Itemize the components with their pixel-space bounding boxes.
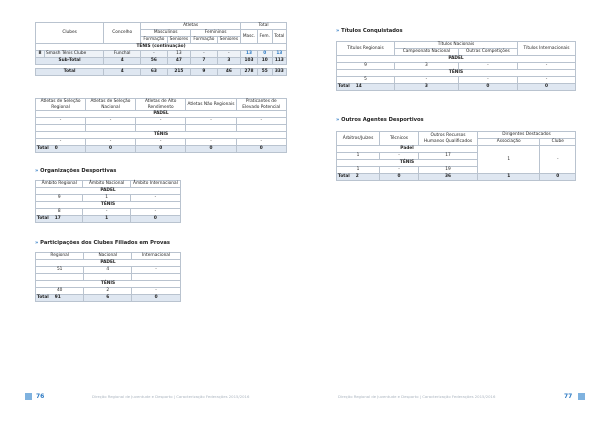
col-seniores-m: Seniores [167, 37, 191, 44]
agents-table: Árbitros/Juízes Técnicos Outros Recursos Humanos Qualificados Dirigentes Destacados Associação Clube Padel 1 - 1 - 17 TÉNIS 1 - 19 Total 2 0 36 1 0 [336, 131, 576, 181]
page-marker-icon [25, 393, 32, 400]
subtotal-row: Sub-Total 4 56 47 7 3 103 10 113 [36, 58, 287, 65]
col-masc: Masc. [241, 30, 258, 44]
right-page [300, 0, 600, 424]
col-seniores-f: Seniores [217, 37, 241, 44]
col-concelho: Concelho [104, 23, 141, 44]
agents-title: » Outros Agentes Desportivos [336, 117, 424, 123]
col-formacao-f: Formação [191, 37, 217, 44]
org-title: » Organizações Desportivas [35, 168, 117, 174]
participations-table: Regional Nacional Internacional PADEL 51 4 - TÉNIS 40 2 - Total 91 6 0 [35, 252, 181, 302]
titles-table: Títulos Regionais Títulos Nacionais Títulos Internacionais Campeonato Nacional Outras Competições PADEL 9 3 - - TÉNIS 5 - - - Total 14 3 0 0 [336, 41, 576, 91]
col-formacao-m: Formação [141, 37, 167, 44]
page-marker-icon [578, 393, 585, 400]
col-clubes: Clubes [36, 23, 104, 44]
athletes-table [35, 22, 287, 76]
organizations-table: Âmbito Regional Âmbito Nacional Âmbito Internacional PADEL 9 1 - TÉNIS 8 - - Total 17 1 0 [35, 180, 181, 223]
col-femininos: Femininos [191, 30, 241, 37]
section-tenis: TÉNIS (continuação) [36, 44, 287, 51]
selection-athletes-table: Atletas de Seleção Regional Atletas de Seleção Nacional Atletas de Alto Rendimento Atletas Não Regionais Praticantes de Elevado Potencial PADEL - - - - - TÉNIS - - - - - Total 0 0 0 0 0 [35, 98, 287, 153]
table-row: 8 Smash Ténis Clube Funchal - 13 - - 13 0 13 [36, 51, 287, 58]
page-number: 76 [36, 393, 45, 400]
col-fem: Fem. [257, 30, 272, 44]
footer-text: Direção Regional de Juventude e Desporto | Caracterização Federações 2015/2016 [92, 394, 250, 399]
titles-title: » Títulos Conquistados [336, 28, 403, 34]
total-row: Total 4 63 215 9 46 278 55 333 [36, 69, 287, 76]
participations-title: » Participações dos Clubes Filiados em Provas [35, 240, 171, 246]
col-atletas: Atletas [141, 23, 241, 30]
page-number: 77 [564, 393, 573, 400]
footer-text: Direção Regional de Juventude e Desporto | Caracterização Federações 2015/2016 [338, 394, 496, 399]
col-total: Total [241, 23, 287, 30]
col-masculinos: Masculinos [141, 30, 191, 37]
col-tot: Total [272, 30, 286, 44]
